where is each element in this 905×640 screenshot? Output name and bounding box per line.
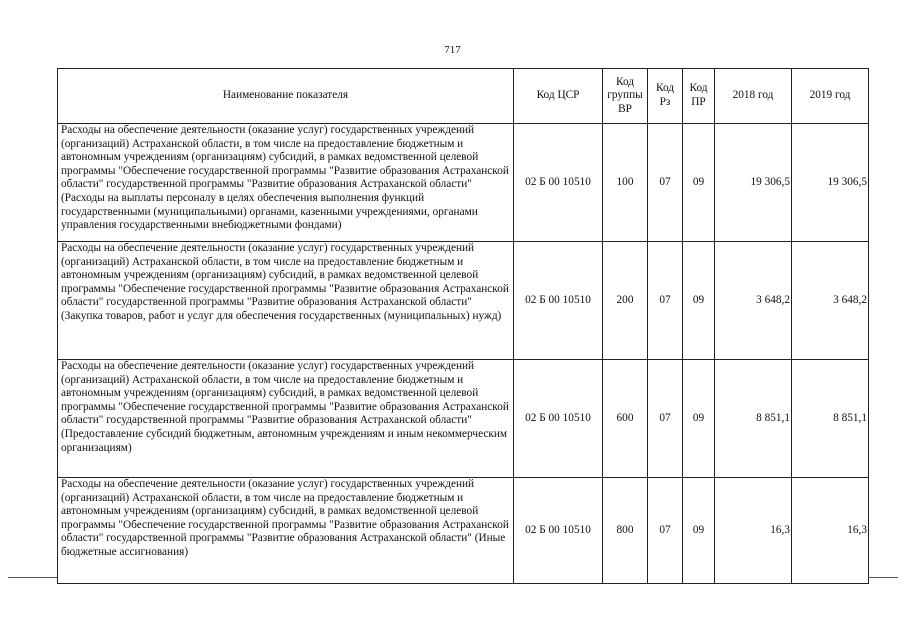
header-rz: Код Рз [648,69,683,124]
header-name: Наименование показателя [58,69,514,124]
row-csr: 02 Б 00 10510 [514,360,603,478]
row-csr: 02 Б 00 10510 [514,124,603,242]
row-2018: 19 306,5 [715,124,792,242]
row-csr: 02 Б 00 10510 [514,242,603,360]
header-vr: Код группы ВР [603,69,648,124]
row-2018: 3 648,2 [715,242,792,360]
row-vr: 100 [603,124,648,242]
row-name: Расходы на обеспечение деятельности (оказание услуг) государственных учреждений (организаций) Астраханской области, в том числе на предоставление бюджетным и автономным учреждениям (организациям) субсидий, в рамках ведомственной целевой программы "Обеспечение государственной программы "Развитие образования Астраханской области" государственной программы "Развитие образования Астраханской области" (Расходы на выплаты персоналу в целях обеспечения выполнения функций государственными (муниципальными) органами, казенными учреждениями, органами управления государственными внебюджетными фондами) [58,124,514,242]
table-row [58,124,869,242]
scan-cut-line-left [8,577,57,578]
header-2019: 2019 год [792,69,869,124]
row-2019: 19 306,5 [792,124,869,242]
table-row [58,478,869,584]
row-rz: 07 [648,478,683,584]
row-name: Расходы на обеспечение деятельности (оказание услуг) государственных учреждений (организаций) Астраханской области, в том числе на предоставление бюджетным и автономным учреждениям (организациям) субсидий, в рамках ведомственной целевой программы "Обеспечение государственной программы "Развитие образования Астраханской области" государственной программы "Развитие образования Астраханской области" (Иные бюджетные ассигнования) [58,478,514,584]
row-rz: 07 [648,242,683,360]
header-2018: 2018 год [715,69,792,124]
header-row [58,69,869,124]
row-vr: 200 [603,242,648,360]
row-2018: 8 851,1 [715,360,792,478]
page-number: 717 [444,44,461,56]
row-pr: 09 [683,242,715,360]
row-name: Расходы на обеспечение деятельности (оказание услуг) государственных учреждений (организаций) Астраханской области, в том числе на предоставление бюджетным и автономным учреждениям (организациям) субсидий, в рамках ведомственной целевой программы "Обеспечение государственной программы "Развитие образования Астраханской области" государственной программы "Развитие образования Астраханской области" (Предоставление субсидий бюджетным, автономным учреждениям и иным некоммерческим организациям) [58,360,514,478]
table-row [58,242,869,360]
row-vr: 600 [603,360,648,478]
row-rz: 07 [648,124,683,242]
row-2019: 8 851,1 [792,360,869,478]
row-2018: 16,3 [715,478,792,584]
row-vr: 800 [603,478,648,584]
table-row [58,360,869,478]
row-name: Расходы на обеспечение деятельности (оказание услуг) государственных учреждений (организаций) Астраханской области, в том числе на предоставление бюджетным и автономным учреждениям (организациям) субсидий, в рамках ведомственной целевой программы "Обеспечение государственной программы "Развитие образования Астраханской области" государственной программы "Развитие образования Астраханской области" (Закупка товаров, работ и услуг для обеспечения государственных (муниципальных) нужд) [58,242,514,360]
row-pr: 09 [683,360,715,478]
row-pr: 09 [683,478,715,584]
row-2019: 16,3 [792,478,869,584]
row-pr: 09 [683,124,715,242]
scan-cut-line-right [868,577,898,578]
row-2019: 3 648,2 [792,242,869,360]
header-csr: Код ЦСР [514,69,603,124]
row-rz: 07 [648,360,683,478]
row-csr: 02 Б 00 10510 [514,478,603,584]
budget-table [57,68,869,584]
header-pr: Код ПР [683,69,715,124]
